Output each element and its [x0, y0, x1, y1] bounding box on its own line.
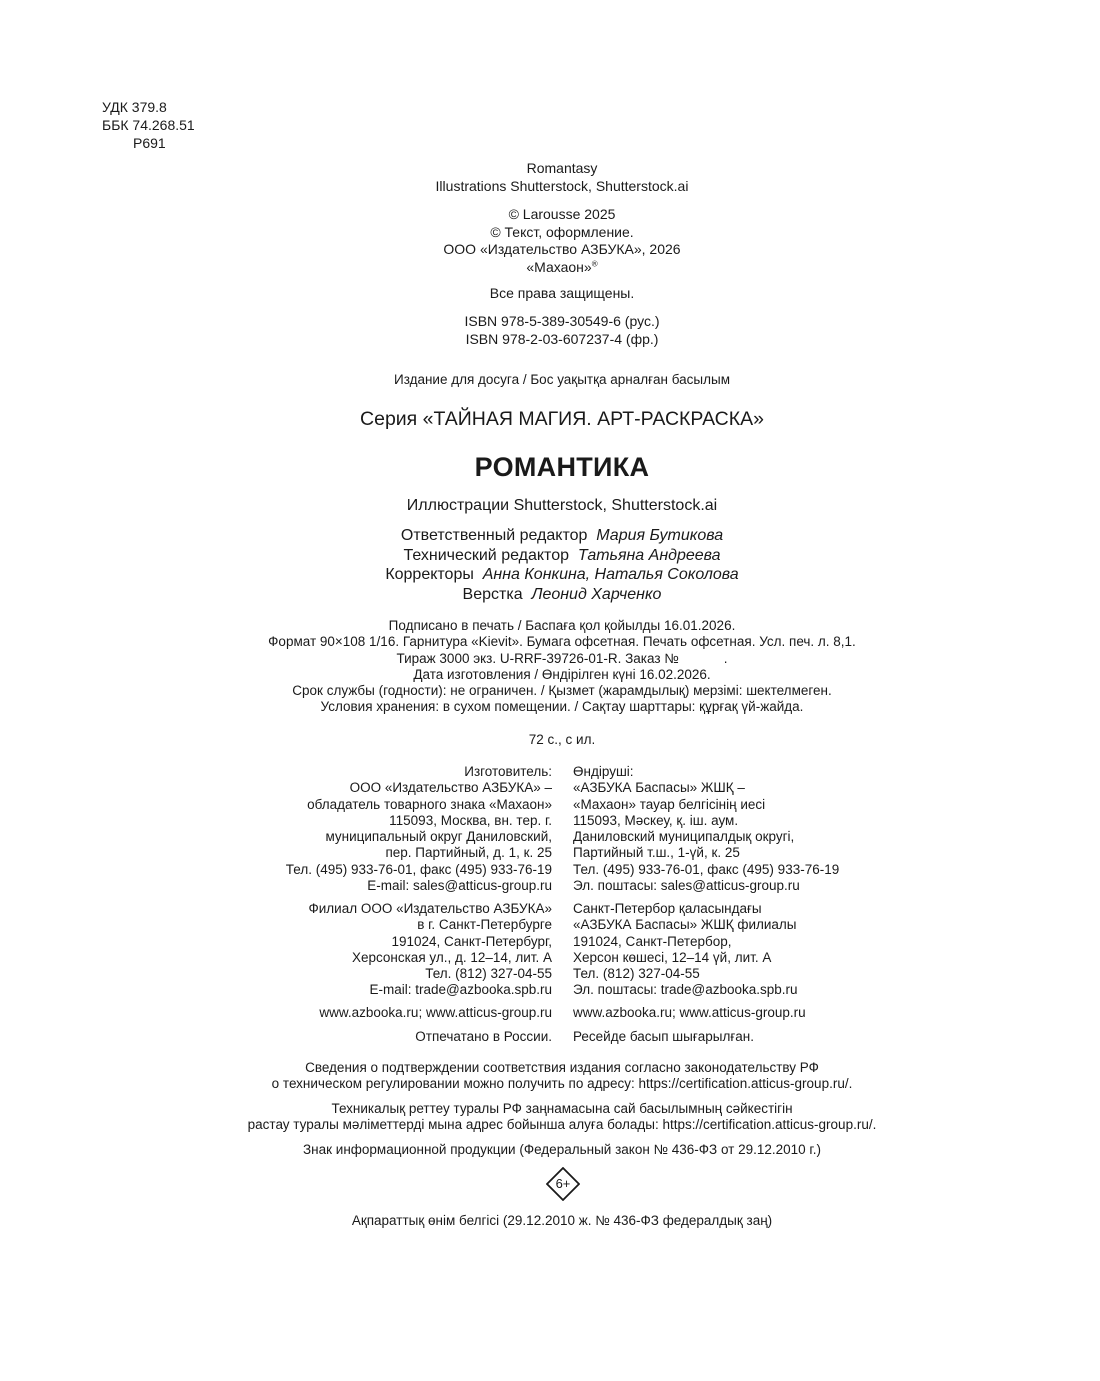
- staff-role: Ответственный редактор: [400, 527, 588, 544]
- certification-kz: [0, 1101, 1100, 1134]
- print-info: [0, 618, 1100, 716]
- copyright-block: [0, 206, 1100, 276]
- printed-in-ru: Отпечатано в России.: [415, 1029, 552, 1044]
- original-edition: [0, 160, 1100, 195]
- certification-line: растау туралы мәліметтерді мына адрес бойынша алуға болады: https://certification.atticus-group.ru/.: [247, 1117, 877, 1133]
- staff-row: [0, 526, 1100, 546]
- author-mark: Р691: [133, 135, 166, 151]
- branch-ru: [308, 901, 552, 999]
- certification-ru: [0, 1060, 1100, 1093]
- copyright-line: © Larousse 2025: [508, 206, 616, 222]
- book-title: РОМАНТИКА: [474, 452, 650, 482]
- branch-line: Тел. (812) 327-04-55: [425, 966, 552, 982]
- manufacturer-line: Өндіруші:: [573, 764, 634, 779]
- manufacturer-line: пер. Партийный, д. 1, к. 25: [385, 845, 552, 861]
- udk-code: УДК 379.8: [102, 99, 167, 115]
- trademark-name: «Махаон»: [526, 258, 592, 275]
- manufacturer-line: обладатель товарного знака «Махаон»: [307, 796, 552, 812]
- info-sign-ru: Знак информационной продукции (Федеральный закон № 436-ФЗ от 29.12.2010 г.): [303, 1142, 821, 1157]
- print-info-line: Подписано в печать / Баспаға қол қойылды 16.01.2026.: [388, 618, 736, 633]
- bbk-code: ББК 74.268.51: [102, 117, 195, 133]
- page-count: 72 с., с ил.: [528, 732, 596, 747]
- manufacturer-line: муниципальный округ Даниловский,: [325, 829, 552, 845]
- manufacturer-email: E-mail: sales@atticus-group.ru: [367, 878, 552, 894]
- branch-line: Тел. (812) 327-04-55: [573, 966, 700, 982]
- series-name: Серия «ТАЙНАЯ МАГИЯ. АРТ-РАСКРАСКА»: [360, 408, 764, 430]
- branch-line: Филиал ООО «Издательство АЗБУКА»: [308, 901, 552, 916]
- branch-line: в г. Санкт-Петербурге: [417, 917, 552, 933]
- printed-in-kz: Ресейде басып шығарылған.: [573, 1029, 754, 1044]
- manufacturer-kz: [573, 764, 839, 894]
- copyright-line: ООО «Издательство АЗБУКА», 2026: [443, 241, 681, 257]
- illustrations-credit: Иллюстрации Shutterstock, Shutterstock.ai: [406, 497, 718, 514]
- manufacturer-line: ООО «Издательство АЗБУКА» –: [349, 780, 552, 796]
- staff-name: Анна Конкина, Наталья Соколова: [482, 566, 739, 583]
- manufacturer-line: Даниловский муниципалдық округі,: [573, 829, 795, 845]
- staff-row: [0, 565, 1100, 585]
- branch-email: E-mail: trade@azbooka.spb.ru: [369, 982, 552, 998]
- websites-kz: www.azbooka.ru; www.atticus-group.ru: [573, 1005, 806, 1020]
- certification-line: о техническом регулировании можно получить по адресу: https://certification.atticus-group.ru/.: [271, 1076, 853, 1092]
- staff-name: Татьяна Андреева: [577, 546, 721, 564]
- staff-credits: [0, 526, 1100, 604]
- manufacturer-line: Тел. (495) 933-76-01, факс (495) 933-76-19: [285, 861, 552, 877]
- branch-email: Эл. поштасы: trade@azbooka.spb.ru: [573, 982, 798, 998]
- staff-row: [0, 546, 1100, 566]
- isbn-fr: ISBN 978-2-03-607237-4 (фр.): [465, 330, 659, 347]
- original-illustrations: Illustrations Shutterstock, Shutterstock.ai: [435, 177, 689, 194]
- original-title: Romantasy: [526, 160, 598, 176]
- staff-role: Верстка: [462, 585, 523, 603]
- branch-kz: [573, 901, 798, 999]
- manufacturer-line: «Махаон» тауар белгісінің иесі: [573, 796, 766, 812]
- manufacturer-line: 115093, Москва, вн. тер. г.: [389, 812, 552, 828]
- isbn-ru: ISBN 978-5-389-30549-6 (рус.): [464, 313, 660, 329]
- manufacturer-line: Тел. (495) 933-76-01, факс (495) 933-76-19: [573, 861, 840, 877]
- certification-line: Техникалық реттеу туралы РФ заңнамасына сай басылымның сәйкестігін: [331, 1101, 793, 1116]
- branch-line: 191024, Санкт-Петербор,: [573, 933, 732, 949]
- registered-mark: ®: [591, 258, 598, 268]
- staff-name: Леонид Харченко: [531, 585, 662, 603]
- isbn-block: [0, 313, 1100, 348]
- print-info-line: Тираж 3000 экз. U-RRF-39726-01-R. Заказ № .: [396, 650, 728, 666]
- staff-row: [0, 585, 1100, 605]
- print-info-line: Формат 90×108 1/16. Гарнитура «Kievit». Бумага офсетная. Печать офсетная. Усл. печ. л. 8,1.: [268, 634, 856, 650]
- info-sign-kz: Ақпараттық өнім белгісі (29.12.2010 ж. № 436-ФЗ федералдық заң): [351, 1213, 773, 1228]
- manufacturer-ru: [286, 764, 552, 894]
- manufacturer-line: «АЗБУКА Баспасы» ЖШҚ –: [573, 780, 745, 796]
- copyright-line: [0, 259, 1100, 277]
- certification-line: Сведения о подтверждении соответствия издания согласно законодательству РФ: [305, 1060, 819, 1075]
- staff-name: Мария Бутикова: [596, 527, 724, 544]
- manufacturer-line: Партийный т.ш., 1-үй, к. 25: [573, 845, 740, 861]
- classification-codes: [102, 98, 195, 152]
- manufacturer-email: Эл. поштасы: sales@atticus-group.ru: [573, 878, 800, 894]
- staff-role: Корректоры: [385, 566, 474, 583]
- edition-type: Издание для досуга / Бос уақытқа арналған басылым: [394, 372, 730, 387]
- age-rating-label: 6+: [555, 1176, 571, 1191]
- branch-line: Херсонская ул., д. 12–14, лит. А: [351, 949, 552, 965]
- copyright-line: © Текст, оформление.: [490, 223, 634, 240]
- print-info-line: Дата изготовления / Өндірілген күні 16.02.2026.: [413, 666, 711, 682]
- branch-line: «АЗБУКА Баспасы» ЖШҚ филиалы: [573, 917, 797, 933]
- branch-line: Санкт-Петербор қаласындағы: [573, 901, 762, 916]
- branch-line: 191024, Санкт-Петербург,: [391, 933, 552, 949]
- print-info-line: Условия хранения: в сухом помещении. / Сақтау шарттары: құрғақ үй-жайда.: [320, 699, 804, 715]
- staff-role: Технический редактор: [403, 546, 569, 564]
- print-info-line: Срок службы (годности): не ограничен. / Қызмет (жарамдылық) мерзімі: шектелмеген.: [292, 683, 832, 699]
- branch-line: Херсон көшесі, 12–14 үй, лит. А: [573, 949, 772, 965]
- manufacturer-line: Изготовитель:: [464, 764, 552, 779]
- websites-ru: www.azbooka.ru; www.atticus-group.ru: [319, 1005, 552, 1020]
- age-rating-badge: [546, 1167, 580, 1201]
- rights-reserved: Все права защищены.: [489, 285, 635, 301]
- manufacturer-line: 115093, Мәскеу, қ. іш. аум.: [573, 812, 739, 828]
